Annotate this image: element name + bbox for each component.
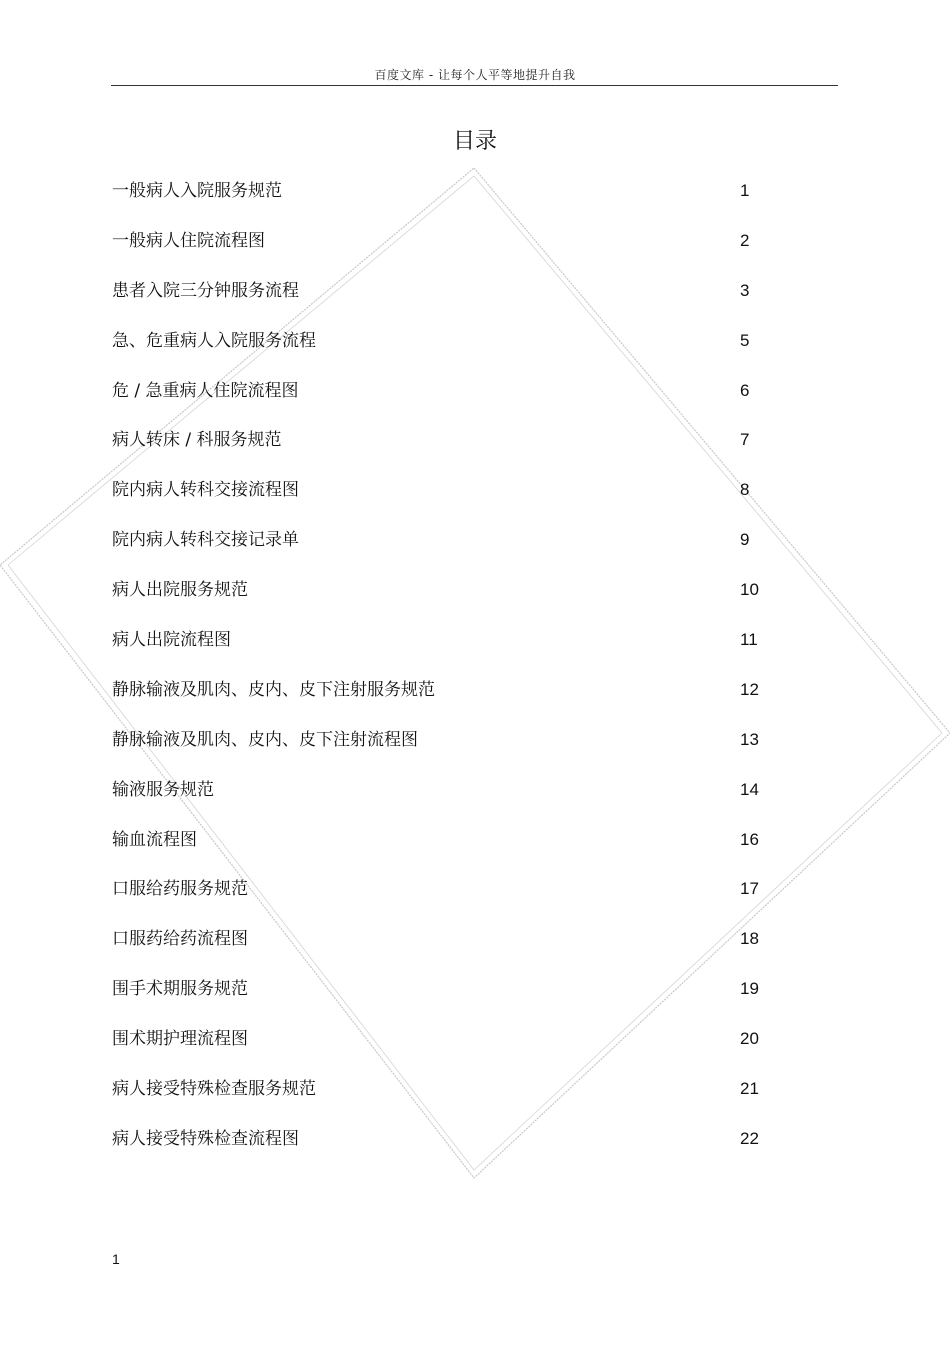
toc-entry-page: 1 (740, 181, 750, 200)
toc-entry[interactable] (112, 427, 772, 477)
toc-entry-title: 患者入院三分钟服务流程 (112, 280, 299, 301)
toc-entry-title: 病人接受特殊检查流程图 (112, 1128, 299, 1149)
toc-entry-page: 18 (740, 929, 759, 949)
toc-entry[interactable] (112, 577, 772, 627)
toc-entry-title: 口服给药服务规范 (112, 879, 248, 900)
toc-entry-title: 输液服务规范 (112, 779, 214, 800)
toc-entry-title: 病人接受特殊检查服务规范 (112, 1079, 316, 1100)
toc-entry[interactable] (112, 827, 772, 877)
toc-entry[interactable] (112, 926, 772, 976)
toc-entry-title: 一般病人入院服务规范 (112, 181, 282, 201)
toc-entry[interactable] (112, 477, 772, 527)
toc-entry-page: 11 (740, 630, 758, 650)
toc-entry-page: 5 (740, 330, 750, 350)
toc-entry-page: 17 (740, 879, 759, 899)
toc-entry[interactable] (112, 527, 772, 577)
toc-entry-title: 危 / 急重病人住院流程图 (112, 380, 299, 401)
toc-entry-title: 围手术期服务规范 (112, 979, 248, 1000)
toc-entry[interactable] (112, 1026, 772, 1076)
toc-entry[interactable] (112, 777, 772, 827)
toc-entry-page: 16 (740, 829, 759, 849)
toc-entry-title: 急、危重病人入院服务流程 (112, 330, 316, 351)
table-of-contents (112, 178, 772, 1176)
toc-entry[interactable] (112, 677, 772, 727)
toc-entry-page: 21 (740, 1079, 759, 1099)
toc-entry-page: 19 (740, 979, 759, 999)
page-header: 百度文库 - 让每个人平等地提升自我 (374, 68, 576, 82)
toc-entry[interactable] (112, 876, 772, 926)
toc-entry[interactable] (112, 178, 772, 228)
toc-entry-page: 6 (740, 380, 750, 400)
toc-entry[interactable] (112, 228, 772, 278)
toc-entry-title: 输血流程图 (112, 829, 197, 850)
toc-entry-title: 口服药给药流程图 (112, 929, 248, 950)
toc-entry[interactable] (112, 1076, 772, 1126)
toc-entry[interactable] (112, 727, 772, 777)
toc-entry[interactable] (112, 378, 772, 428)
toc-entry-title: 病人出院服务规范 (112, 580, 248, 601)
toc-entry-title: 静脉输液及肌肉、皮内、皮下注射流程图 (112, 729, 418, 750)
toc-entry-title: 病人转床 / 科服务规范 (112, 430, 282, 451)
toc-entry-page: 3 (740, 280, 750, 300)
toc-entry-title: 围术期护理流程图 (112, 1029, 248, 1050)
toc-entry[interactable] (112, 976, 772, 1026)
toc-entry[interactable] (112, 328, 772, 378)
toc-entry-page: 14 (740, 779, 759, 799)
page-number: 1 (112, 1251, 120, 1267)
toc-entry-page: 8 (740, 480, 750, 500)
toc-entry-page: 20 (740, 1029, 759, 1049)
toc-entry[interactable] (112, 1126, 772, 1176)
toc-entry-page: 2 (740, 230, 750, 250)
toc-entry-title: 静脉输液及肌肉、皮内、皮下注射服务规范 (112, 679, 435, 700)
toc-entry-page: 10 (740, 580, 759, 600)
toc-entry-title: 一般病人住院流程图 (112, 230, 265, 251)
toc-entry-page: 22 (740, 1128, 759, 1148)
toc-entry-page: 13 (740, 729, 759, 749)
toc-entry-page: 9 (740, 530, 750, 550)
toc-entry-title: 病人出院流程图 (112, 630, 231, 651)
toc-entry-page: 12 (740, 679, 759, 699)
toc-entry[interactable] (112, 278, 772, 328)
toc-title: 目录 (452, 129, 497, 154)
toc-entry-title: 院内病人转科交接流程图 (112, 480, 299, 501)
toc-entry-title: 院内病人转科交接记录单 (112, 530, 299, 551)
header-divider (111, 85, 838, 86)
toc-entry[interactable] (112, 627, 772, 677)
toc-entry-page: 7 (740, 430, 750, 450)
